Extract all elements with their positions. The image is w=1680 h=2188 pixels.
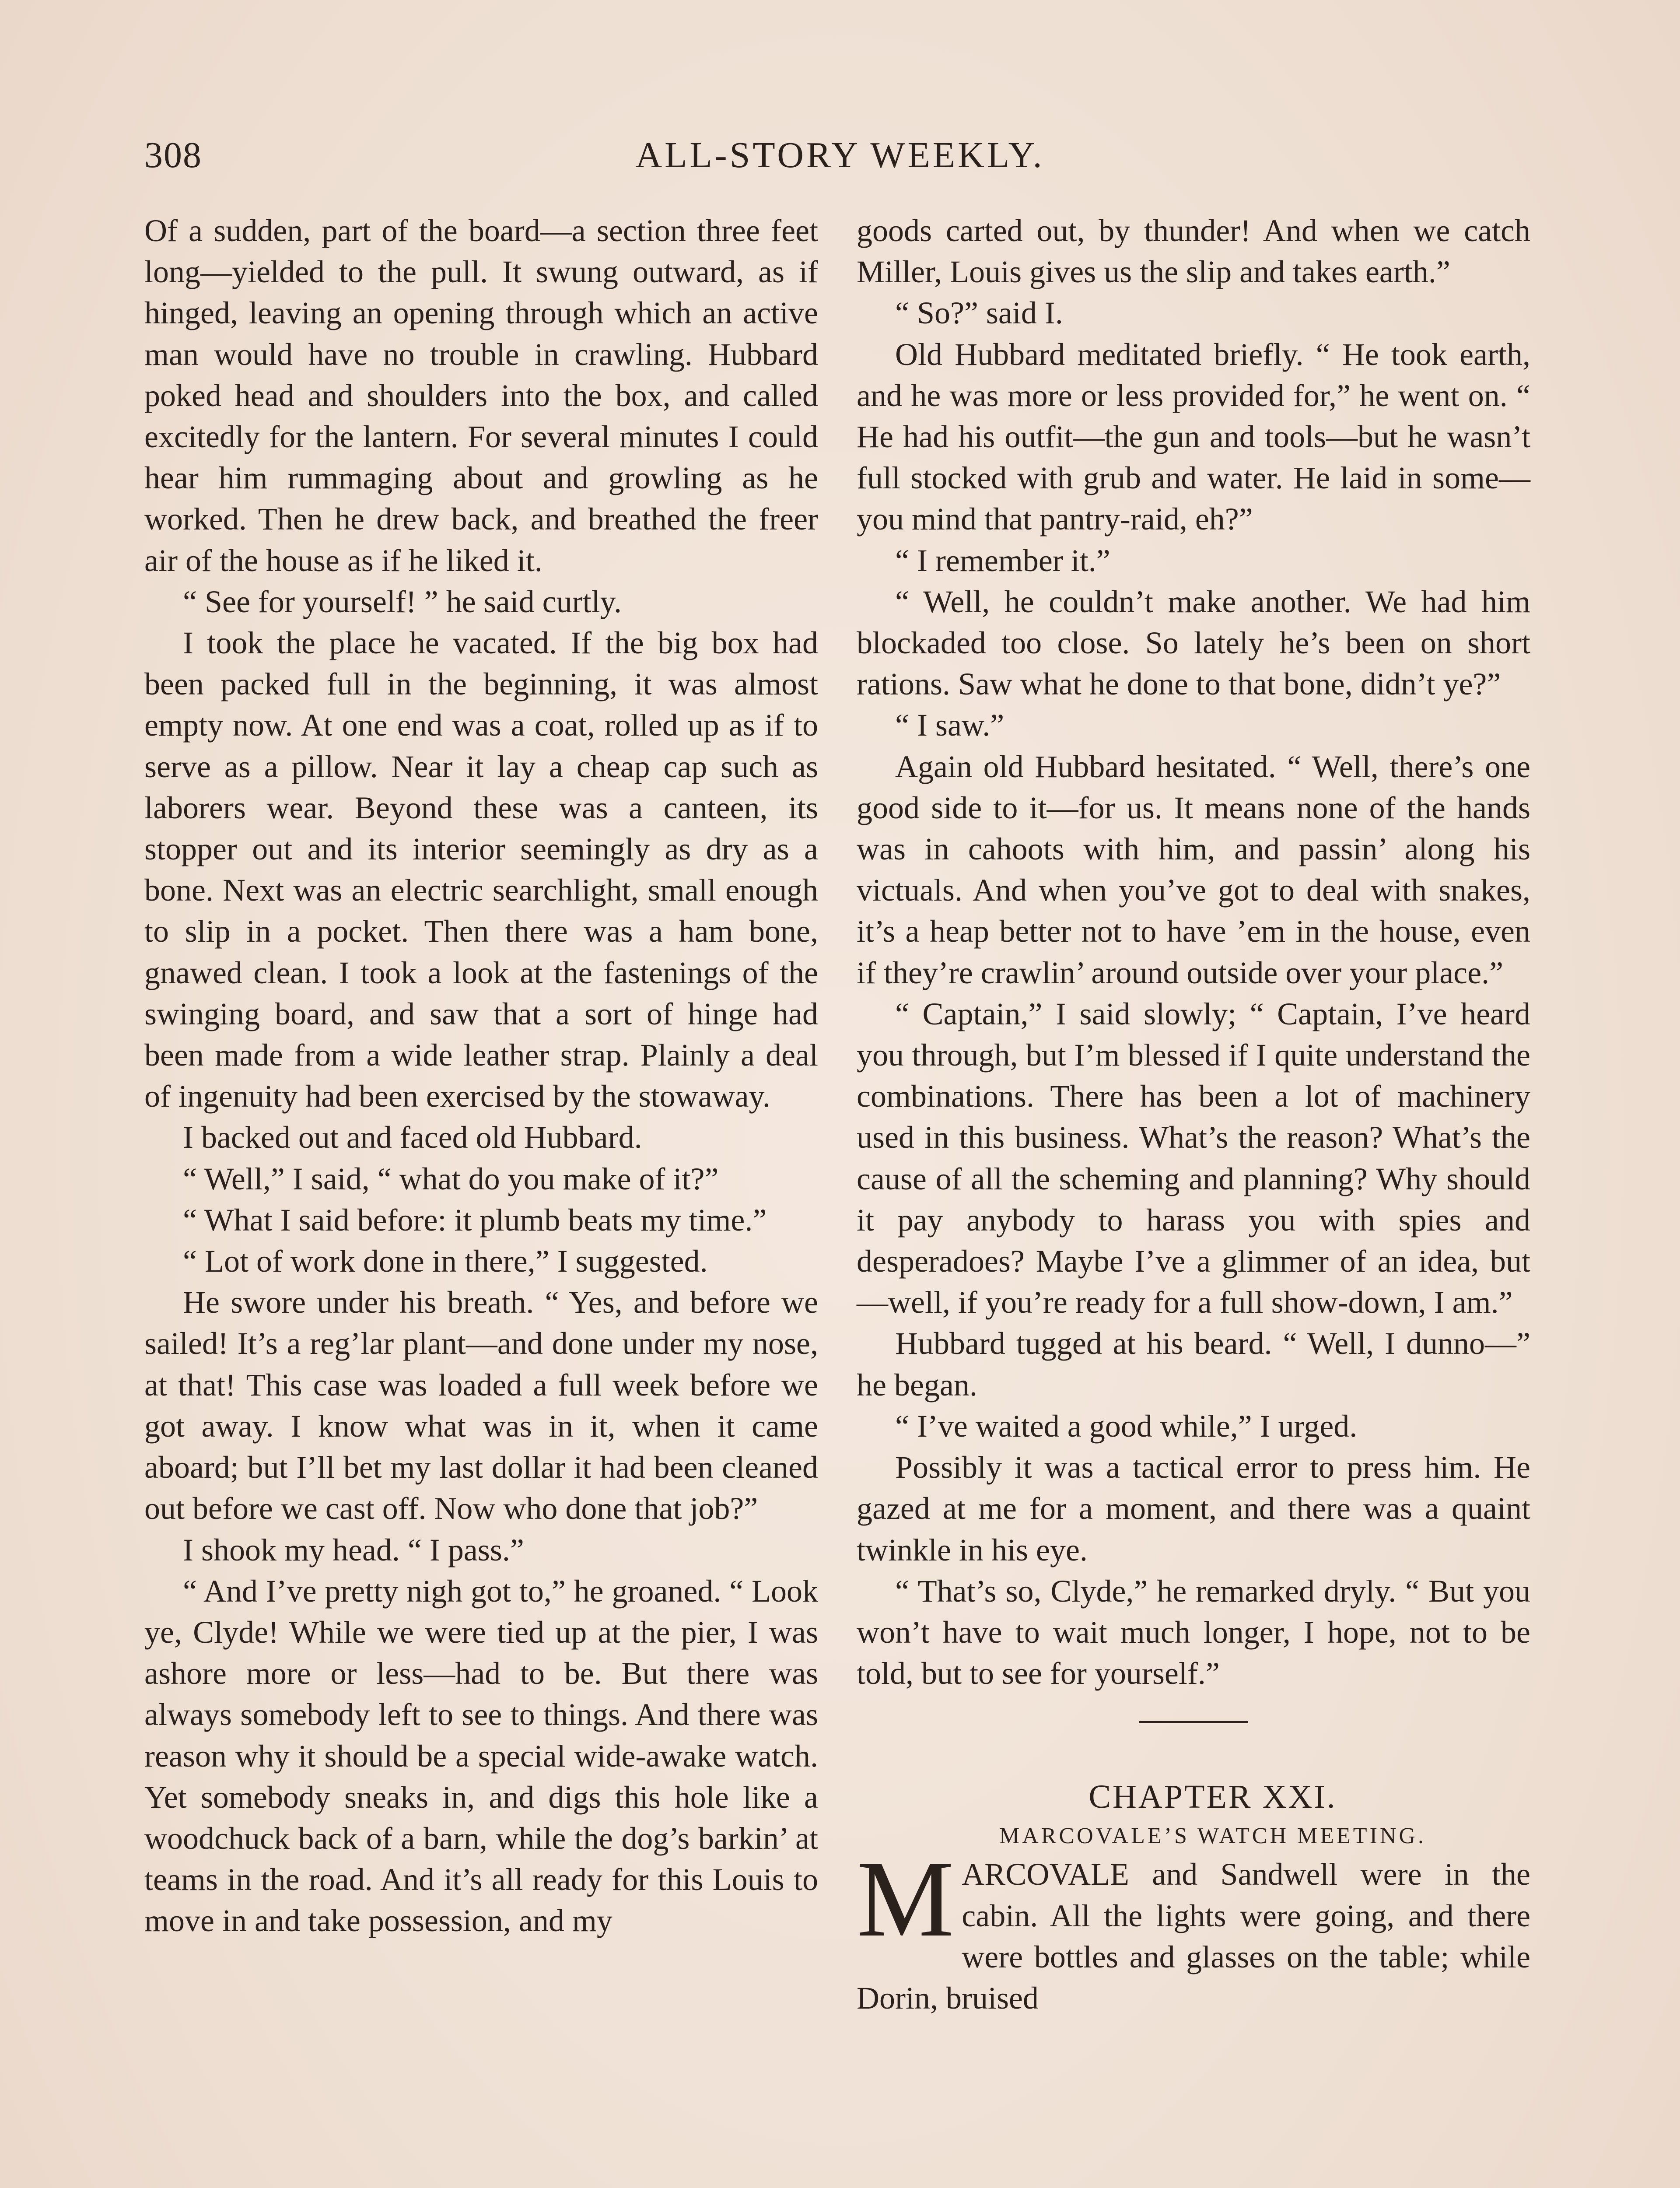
- paragraph: Of a sudden, part of the board—a section three feet long—yielded to the pull. It swung outward, as if hinged, leaving an opening through which an active man would have no trouble in crawling. Hubbard poked head and shoulders into the box, and called excitedly for the lantern. For several minutes I could hear him rummaging about and growling as he worked. Then he drew back, and breathed the freer air of the house as if he liked it.: [144, 213, 818, 578]
- paragraph: Hubbard tugged at his beard. “ Well, I dunno—” he began.: [857, 1326, 1530, 1403]
- section-divider: [1139, 1721, 1248, 1723]
- paragraph: “ I saw.”: [895, 708, 1004, 743]
- running-title: ALL-STORY WEEKLY.: [635, 135, 1045, 175]
- paragraph: “ And I’ve pretty nigh got to,” he groaned. “ Look ye, Clyde! While we were tied up at the pier, I was ashore more or less—had to be. But there was always somebody left to see to things. And there was reason why it should be a special wide-awake watch. Yet somebody sneaks in, and digs this hole like a woodchuck back of a barn, while the dog’s barkin’ at teams in the road. And it’s all ready for this Louis to move in and take possession, and my: [144, 1573, 818, 1939]
- paragraph: I shook my head. “ I pass.”: [183, 1532, 524, 1567]
- paragraph: “ Lot of work done in there,” I suggested.: [183, 1244, 708, 1279]
- paragraph: goods carted out, by thunder! And when we catch Miller, Louis gives us the slip and takes earth.”: [857, 213, 1530, 290]
- paragraph: He swore under his breath. “ Yes, and before we sailed! It’s a reg’lar plant—and done under my nose, at that! This case was loaded a full week before we got away. I know what was in it, when it came aboard; but I’ll bet my last dollar it had been cleaned out before we cast off. Now who done that job?”: [144, 1285, 818, 1526]
- chapter-subtitle: MARCOVALE’S WATCH MEETING.: [999, 1823, 1426, 1849]
- paragraph: “ Captain,” I said slowly; “ Captain, I’ve heard you through, but I’m blessed if I quite understand the combinations. There has been a lot of machinery used in this business. What’s the reason? What’s the cause of all the scheming and planning? Why should it pay anybody to harass you with spies and desperadoes? Maybe I’ve a glimmer of an idea, but—well, if you’re ready for a full show-down, I am.”: [857, 996, 1530, 1320]
- page-number: 308: [144, 135, 202, 175]
- paragraph: Possibly it was a tactical error to press him. He gazed at me for a moment, and there was a quaint twinkle in his eye.: [857, 1450, 1530, 1567]
- right-column: [857, 210, 1530, 2019]
- paragraph: Old Hubbard meditated briefly. “ He took earth, and he was more or less provided for,” he went on. “ He had his outfit—the gun and tools—but he wasn’t full stocked with grub and water. He laid in some—you mind that pantry-raid, eh?”: [857, 337, 1530, 537]
- paragraph: “ Well, he couldn’t make another. We had him blockaded too close. So lately he’s been on short rations. Saw what he done to that bone, didn’t ye?”: [857, 584, 1530, 702]
- chapter-title: CHAPTER XXI.: [1088, 1778, 1337, 1816]
- paragraph: “ I remember it.”: [895, 543, 1110, 578]
- paragraph: “ What I said before: it plumb beats my time.”: [183, 1202, 767, 1238]
- paragraph: “ So?” said I.: [895, 295, 1063, 331]
- paragraph: I took the place he vacated. If the big box had been packed full in the beginning, it was almost empty now. At one end was a coat, rolled up as if to serve as a pillow. Near it lay a cheap cap such as laborers wear. Beyond these was a canteen, its stopper out and its interior seemingly as dry as a bone. Next was an electric searchlight, small enough to slip in a pocket. Then there was a ham bone, gnawed clean. I took a look at the fastenings of the swinging board, and saw that a sort of hinge had been made from a wide leather strap. Plainly a deal of ingenuity had been exercised by the stowaway.: [144, 625, 818, 1114]
- left-column: [144, 210, 818, 1942]
- page-header: [144, 131, 1536, 179]
- paragraph: “ See for yourself! ” he said curtly.: [183, 584, 622, 619]
- paragraph: Again old Hubbard hesitated. “ Well, there’s one good side to it—for us. It means none of the hands was in cahoots with him, and passin’ along his victuals. And when you’ve got to deal with snakes, it’s a heap better not to have ’em in the house, even if they’re crawlin’ around outside over your place.”: [857, 749, 1530, 990]
- paragraph: “ That’s so, Clyde,” he remarked dryly. “ But you won’t have to wait much longer, I hope, not to be told, but to see for yourself.”: [857, 1573, 1530, 1691]
- drop-cap: M: [857, 1838, 954, 1960]
- chapter-opening-text: ARCOVALE and Sandwell were in the cabin. All the lights were going, and there were bottles and glasses on the table; while Dorin, bruised: [857, 1857, 1530, 2016]
- paragraph: I backed out and faced old Hubbard.: [183, 1120, 642, 1155]
- chapter-opening-paragraph: [857, 1838, 1530, 2019]
- paragraph: “ I’ve waited a good while,” I urged.: [895, 1408, 1358, 1444]
- paragraph: “ Well,” I said, “ what do you make of it?”: [183, 1161, 719, 1196]
